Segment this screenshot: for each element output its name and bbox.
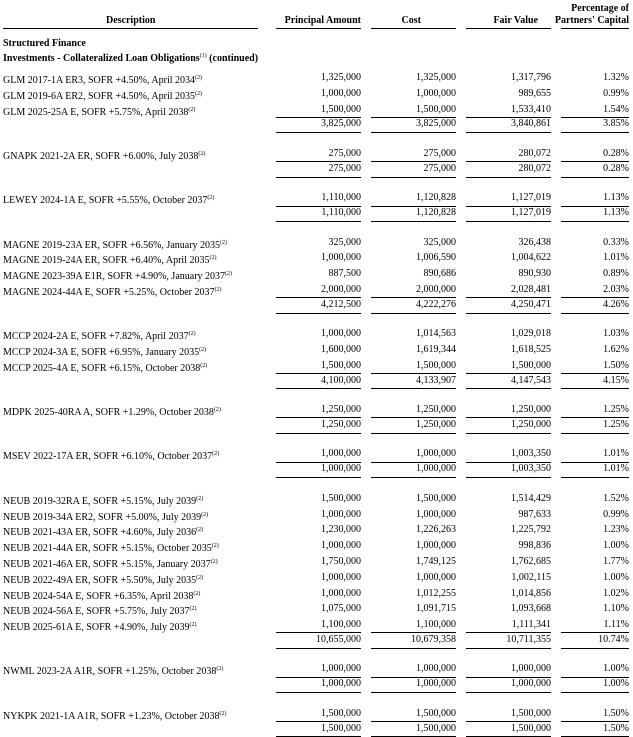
footnote-ref: (2) [225, 271, 233, 278]
subtotal-row [0, 462, 633, 476]
footnote-ref: (2) [220, 239, 228, 246]
cell-pct: 0.33% [603, 236, 629, 248]
subtotal-rule [466, 221, 551, 222]
investment-description [3, 555, 218, 572]
cell-pct: 1.00% [603, 663, 629, 675]
subtotal-rule [371, 132, 456, 133]
investment-name: NEUB 2022-49A ER, SOFR +5.50%, July 2035 [3, 574, 197, 586]
investment-description [3, 236, 227, 253]
cell-fair: 1,014,856 [511, 587, 551, 599]
investment-name: GLM 2017-1A ER3, SOFR +4.50%, April 2034 [3, 75, 196, 86]
table-row [0, 87, 633, 101]
footnote-ref: (2) [219, 710, 227, 717]
cell-principal: 1,600,000 [321, 344, 361, 355]
header-rule [466, 28, 551, 29]
subtotal-rule [466, 433, 551, 434]
footnote-ref: (2) [211, 543, 219, 550]
cell-cost: 1,250,000 [416, 404, 456, 416]
subtotal-principal: 275,000 [328, 162, 361, 174]
subtotal-row [0, 298, 633, 312]
cell-fair: 2,028,481 [511, 283, 551, 295]
investment-description [3, 87, 202, 104]
subtotal-row [0, 162, 633, 176]
investment-name: NYKPK 2021-1A A1R, SOFR +1.23%, October 2038 [3, 710, 220, 722]
subtotal-fair: 4,250,471 [511, 298, 551, 310]
investment-name: NEUB 2024-56A E, SOFR +5.75%, July 2037 [3, 606, 190, 618]
cell-cost: 1,500,000 [416, 707, 456, 719]
subtotal-rule [561, 477, 629, 478]
cell-fair: 280,072 [518, 147, 551, 159]
cell-pct: 1.01% [603, 448, 629, 460]
cell-pct: 1.11% [603, 619, 629, 631]
cell-cost: 1,500,000 [416, 359, 456, 371]
table-row [0, 571, 633, 585]
investment-name: GLM 2019-6A ER2, SOFR +4.50%, April 2035 [3, 90, 196, 102]
cell-fair: 1,000,000 [511, 663, 551, 675]
subtotal-rule [561, 177, 629, 178]
cell-cost: 1,325,000 [416, 72, 456, 83]
investment-name: NWML 2023-2A A1R, SOFR +1.25%, October 2038 [3, 666, 217, 678]
footnote-ref: (2) [195, 90, 203, 97]
subtotal-rule [561, 132, 629, 133]
cell-cost: 2,000,000 [416, 283, 456, 295]
footnote-ref: (2) [213, 407, 221, 414]
investment-name: MAGNE 2023-39A E1R, SOFR +4.90%, January 2037 [3, 271, 226, 283]
cell-principal: 1,000,000 [321, 87, 361, 99]
investment-name: NEUB 2024-54A E, SOFR +6.35%, April 2038 [3, 590, 194, 602]
cell-pct: 0.99% [603, 87, 629, 99]
cell-cost: 1,100,000 [416, 619, 456, 631]
subtotal-rule [371, 388, 456, 389]
table-row [0, 71, 633, 85]
footnote-ref: (2) [193, 590, 201, 597]
cell-fair: 890,930 [518, 268, 551, 280]
cell-fair: 1,093,668 [511, 603, 551, 615]
cell-cost: 1,091,715 [416, 603, 456, 615]
footnote-ref: (2) [216, 666, 224, 673]
footnote-ref: (2) [212, 451, 220, 458]
footnote-ref: (2) [189, 606, 197, 613]
header-fair-value: Fair Value [493, 15, 538, 26]
investment-description [3, 508, 208, 525]
subtotal-rule [466, 177, 551, 178]
subtotal-rule [371, 648, 456, 649]
subtotal-pct: 4.26% [603, 298, 629, 310]
cell-fair: 998,836 [518, 540, 551, 552]
subtotal-rule [371, 221, 456, 222]
footnote-ref: (2) [195, 75, 203, 81]
cell-pct: 1.50% [603, 359, 629, 371]
subtotal-rule [276, 177, 361, 178]
cell-cost: 1,749,125 [416, 555, 456, 567]
subtotal-cost: 10,679,358 [411, 633, 456, 645]
table-row [0, 555, 633, 569]
subtotal-rule [466, 132, 551, 133]
cell-principal: 1,000,000 [321, 540, 361, 552]
cell-fair: 1,029,018 [511, 328, 551, 340]
cell-cost: 1,000,000 [416, 540, 456, 552]
investment-description [3, 267, 232, 284]
investment-name: NEUB 2025-61A E, SOFR +4.90%, July 2039 [3, 622, 190, 634]
header-cost: Cost [401, 15, 421, 26]
investment-description [3, 492, 203, 509]
investment-description [3, 523, 203, 540]
subtotal-rule [561, 221, 629, 222]
cell-fair: 1,002,115 [511, 571, 551, 583]
subtotal-fair: 4,147,543 [511, 374, 551, 386]
investment-name: NEUB 2019-34A ER2, SOFR +5.00%, July 2039 [3, 511, 202, 523]
subtotal-pct: 10.74% [598, 633, 629, 645]
subtotal-fair: 1,000,000 [511, 678, 551, 690]
cell-fair: 1,500,000 [511, 359, 551, 371]
header-rule [371, 28, 456, 29]
cell-principal: 1,000,000 [321, 663, 361, 675]
table-row [0, 327, 633, 341]
subtotal-rule [276, 221, 361, 222]
subtotal-principal: 10,655,000 [316, 633, 361, 645]
cell-fair: 989,655 [518, 87, 551, 99]
subtotal-cost: 4,222,276 [416, 298, 456, 310]
subtotal-rule [276, 692, 361, 693]
cell-fair: 1,250,000 [511, 404, 551, 416]
subtotal-pct: 0.28% [603, 162, 629, 174]
cell-principal: 1,000,000 [321, 508, 361, 520]
cell-pct: 0.89% [603, 268, 629, 280]
subtotal-rule [466, 692, 551, 693]
cell-pct: 1.62% [603, 344, 629, 355]
subtotal-row [0, 633, 633, 647]
subtotal-row [0, 206, 633, 220]
footnote-ref: (2) [196, 574, 204, 581]
cell-fair: 1,500,000 [511, 707, 551, 719]
subtotal-row [0, 677, 633, 691]
cell-principal: 1,250,000 [321, 404, 361, 416]
section-title [3, 38, 86, 49]
subtotal-rule [466, 477, 551, 478]
subtotal-fair: 1,250,000 [511, 418, 551, 430]
cell-cost: 1,120,828 [416, 192, 456, 204]
cell-fair: 1,127,019 [511, 192, 551, 204]
header-rule [3, 28, 258, 29]
subtotal-pct: 1.13% [603, 207, 629, 218]
subtotal-pct: 1.50% [603, 722, 629, 734]
table-row [0, 251, 633, 265]
investment-description [3, 251, 216, 268]
cell-fair: 1,762,685 [511, 555, 551, 567]
cell-principal: 1,110,000 [321, 192, 361, 204]
section-subtitle [3, 53, 258, 64]
cell-pct: 1.54% [603, 103, 629, 115]
table-row [0, 539, 633, 553]
cell-cost: 1,000,000 [416, 571, 456, 583]
cell-cost: 1,014,563 [416, 328, 456, 340]
subtotal-rule [371, 692, 456, 693]
cell-fair: 1,003,350 [511, 448, 551, 460]
cell-cost: 1,000,000 [416, 508, 456, 520]
footnote-ref: (2) [198, 150, 206, 157]
investment-name: MAGNE 2019-23A ER, SOFR +6.56%, January 2035 [3, 239, 221, 251]
table-row [0, 191, 633, 205]
investment-name: NEUB 2021-43A ER, SOFR +4.60%, July 2036 [3, 527, 197, 539]
table-row [0, 283, 633, 297]
subtotal-rule [371, 177, 456, 178]
cell-fair: 1,111,341 [511, 619, 551, 631]
cell-pct: 1.25% [603, 404, 629, 416]
subtotal-rule [276, 313, 361, 314]
table-row [0, 707, 633, 721]
investment-name: MCCP 2024-3A E, SOFR +6.95%, January 2035 [3, 347, 200, 358]
cell-principal: 887,500 [328, 268, 361, 280]
investment-description [3, 587, 200, 604]
subtotal-fair: 1,500,000 [511, 722, 551, 734]
subtotal-rule [561, 313, 629, 314]
footnote-ref: (2) [199, 347, 207, 353]
cell-pct: 1.00% [603, 571, 629, 583]
cell-cost: 1,006,590 [416, 252, 456, 264]
cell-cost: 1,226,263 [416, 524, 456, 536]
subtotal-pct: 4.15% [603, 374, 629, 386]
cell-pct: 1.32% [603, 72, 629, 83]
subtotal-rule [276, 388, 361, 389]
footnote-ref: (2) [200, 362, 208, 369]
footnote-ref: (2) [189, 622, 197, 629]
subtotal-rule [371, 313, 456, 314]
investment-name: MCCP 2025-4A E, SOFR +6.15%, October 2038 [3, 362, 201, 374]
header-rule [561, 28, 629, 29]
investment-description [3, 539, 219, 556]
subtotal-rule [276, 648, 361, 649]
subtotal-rule [561, 648, 629, 649]
investment-name: MDPK 2025-40RA A, SOFR +1.29%, October 2038 [3, 407, 214, 419]
subtotal-fair: 3,840,861 [511, 118, 551, 130]
cell-pct: 1.03% [603, 328, 629, 340]
subtotal-row [0, 374, 633, 388]
cell-cost: 1,500,000 [416, 492, 456, 504]
investment-name: NEUB 2019-32RA E, SOFR +5.15%, July 2039 [3, 495, 197, 507]
footnote-ref: (2) [196, 527, 204, 534]
table-row [0, 508, 633, 522]
investment-name: GNAPK 2021-2A ER, SOFR +6.00%, July 2038 [3, 150, 199, 162]
subtotal-fair: 1,003,350 [511, 463, 551, 475]
table-row [0, 662, 633, 676]
investment-description [3, 327, 196, 344]
cell-principal: 1,000,000 [321, 587, 361, 599]
cell-pct: 1.52% [603, 492, 629, 504]
table-row [0, 602, 633, 616]
table-row [0, 447, 633, 461]
subtotal-row [0, 117, 633, 131]
subtotal-rule [466, 313, 551, 314]
cell-principal: 1,500,000 [321, 359, 361, 371]
section-subtitle-text: Investments - Collateralized Loan Obligations [3, 53, 200, 64]
table-row [0, 587, 633, 601]
investment-name: MSEV 2022-17A ER, SOFR +6.10%, October 2037 [3, 451, 213, 463]
footnote-ref: (1) [199, 53, 207, 59]
footnote-ref: (2) [188, 106, 196, 113]
subtotal-cost: 4,133,907 [416, 374, 456, 386]
cell-cost: 325,000 [423, 236, 456, 248]
subtotal-rule [561, 388, 629, 389]
cell-principal: 1,075,000 [321, 603, 361, 615]
cell-cost: 1,500,000 [416, 103, 456, 115]
cell-principal: 275,000 [328, 147, 361, 159]
cell-principal: 1,500,000 [321, 492, 361, 504]
subtotal-cost: 1,000,000 [416, 463, 456, 475]
cell-fair: 326,438 [518, 236, 551, 248]
subtotal-principal: 1,250,000 [321, 418, 361, 430]
subtotal-rule [276, 132, 361, 133]
cell-principal: 1,000,000 [321, 448, 361, 460]
footnote-ref: (2) [207, 195, 215, 202]
cell-principal: 1,000,000 [321, 571, 361, 583]
footnote-ref: (2) [201, 511, 209, 518]
table-row [0, 343, 633, 357]
cell-cost: 1,000,000 [416, 448, 456, 460]
cell-principal: 1,100,000 [321, 619, 361, 631]
cell-principal: 1,500,000 [321, 707, 361, 719]
table-row [0, 492, 633, 506]
subtotal-cost: 1,120,828 [416, 207, 456, 218]
cell-principal: 1,230,000 [321, 524, 361, 536]
cell-fair: 1,225,792 [511, 524, 551, 536]
investment-description [3, 71, 202, 88]
subtotal-row [0, 722, 633, 736]
header-percentage-line2: Partners' Capital [554, 15, 629, 26]
table-row [0, 147, 633, 161]
cell-pct: 1.00% [603, 540, 629, 552]
subtotal-pct: 3.85% [603, 118, 629, 130]
subtotal-rule [371, 433, 456, 434]
cell-cost: 1,000,000 [416, 87, 456, 99]
cell-pct: 1.10% [603, 603, 629, 615]
cell-fair: 1,004,622 [511, 252, 551, 264]
subtotal-fair: 280,072 [518, 162, 551, 174]
cell-cost: 275,000 [423, 147, 456, 159]
subtotal-pct: 1.25% [603, 418, 629, 430]
subtotal-cost: 3,825,000 [416, 118, 456, 130]
subtotal-rule [276, 477, 361, 478]
subtotal-principal: 1,110,000 [321, 207, 361, 218]
investment-name: MCCP 2024-2A E, SOFR +7.82%, April 2037 [3, 331, 189, 343]
cell-pct: 1.77% [603, 555, 629, 567]
cell-pct: 1.23% [603, 524, 629, 536]
subtotal-cost: 1,250,000 [416, 418, 456, 430]
subtotal-rule [276, 433, 361, 434]
cell-principal: 1,750,000 [321, 555, 361, 567]
investment-name: GLM 2025-25A E, SOFR +5.75%, April 2038 [3, 106, 189, 118]
subtotal-rule [466, 648, 551, 649]
subtotal-row [0, 418, 633, 432]
subtotal-cost: 1,000,000 [416, 678, 456, 690]
cell-cost: 1,012,255 [416, 587, 456, 599]
cell-fair: 987,633 [518, 508, 551, 520]
investment-description [3, 571, 203, 588]
subtotal-rule [466, 388, 551, 389]
cell-pct: 1.13% [603, 192, 629, 204]
subtotal-rule [371, 477, 456, 478]
cell-principal: 325,000 [328, 236, 361, 248]
cell-fair: 1,317,796 [511, 72, 551, 83]
cell-fair: 1,514,429 [511, 492, 551, 504]
cell-cost: 1,619,344 [416, 344, 456, 355]
cell-principal: 1,000,000 [321, 328, 361, 340]
section-subtitle-suffix: (continued) [209, 53, 259, 64]
footnote-ref: (2) [214, 286, 222, 293]
subtotal-cost: 1,500,000 [416, 722, 456, 734]
table-row [0, 236, 633, 250]
cell-principal: 1,500,000 [321, 103, 361, 115]
section-title-text: Structured Finance [3, 38, 86, 49]
footnote-ref: (2) [209, 255, 217, 262]
header-principal-amount: Principal Amount [284, 15, 361, 26]
subtotal-rule [561, 692, 629, 693]
cell-pct: 1.02% [603, 587, 629, 599]
header-rule [276, 28, 361, 29]
subtotal-principal: 4,100,000 [321, 374, 361, 386]
subtotal-rule [561, 433, 629, 434]
cell-cost: 1,000,000 [416, 663, 456, 675]
cell-pct: 1.01% [603, 252, 629, 264]
cell-principal: 1,325,000 [321, 72, 361, 83]
investment-name: LEWEY 2024-1A E, SOFR +5.55%, October 2037 [3, 195, 208, 207]
table-row [0, 359, 633, 373]
investment-name: MAGNE 2024-44A E, SOFR +5.25%, October 2037 [3, 286, 215, 298]
table-row [0, 618, 633, 632]
header-percentage-line1: Percentage of [571, 3, 629, 14]
table-row [0, 103, 633, 117]
header-description: Description [106, 15, 156, 26]
subtotal-pct: 1.00% [603, 678, 629, 690]
investment-name: NEUB 2021-44A ER, SOFR +5.15%, October 2035 [3, 543, 212, 555]
cell-pct: 0.28% [603, 147, 629, 159]
table-row [0, 523, 633, 537]
subtotal-principal: 1,500,000 [321, 722, 361, 734]
table-row [0, 403, 633, 417]
footnote-ref: (2) [210, 558, 218, 565]
subtotal-fair: 1,127,019 [511, 207, 551, 218]
subtotal-pct: 1.01% [603, 463, 629, 475]
cell-pct: 1.50% [603, 707, 629, 719]
investment-description [3, 602, 196, 619]
investment-description [3, 343, 206, 360]
cell-fair: 1,618,525 [511, 344, 551, 355]
cell-pct: 2.03% [603, 283, 629, 295]
subtotal-principal: 3,825,000 [321, 118, 361, 130]
footnote-ref: (2) [188, 331, 196, 338]
investment-name: NEUB 2021-46A ER, SOFR +5.15%, January 2037 [3, 558, 211, 570]
cell-cost: 890,686 [423, 268, 456, 280]
subtotal-principal: 1,000,000 [321, 678, 361, 690]
cell-principal: 2,000,000 [321, 283, 361, 295]
investment-name: MAGNE 2019-24A ER, SOFR +6.40%, April 2035 [3, 255, 210, 267]
footnote-ref: (2) [196, 495, 204, 502]
table-row [0, 267, 633, 281]
cell-principal: 1,000,000 [321, 252, 361, 264]
subtotal-fair: 10,711,355 [506, 633, 551, 645]
subtotal-principal: 4,212,500 [321, 298, 361, 310]
subtotal-principal: 1,000,000 [321, 463, 361, 475]
cell-pct: 0.99% [603, 508, 629, 520]
cell-fair: 1,533,410 [511, 103, 551, 115]
subtotal-cost: 275,000 [423, 162, 456, 174]
